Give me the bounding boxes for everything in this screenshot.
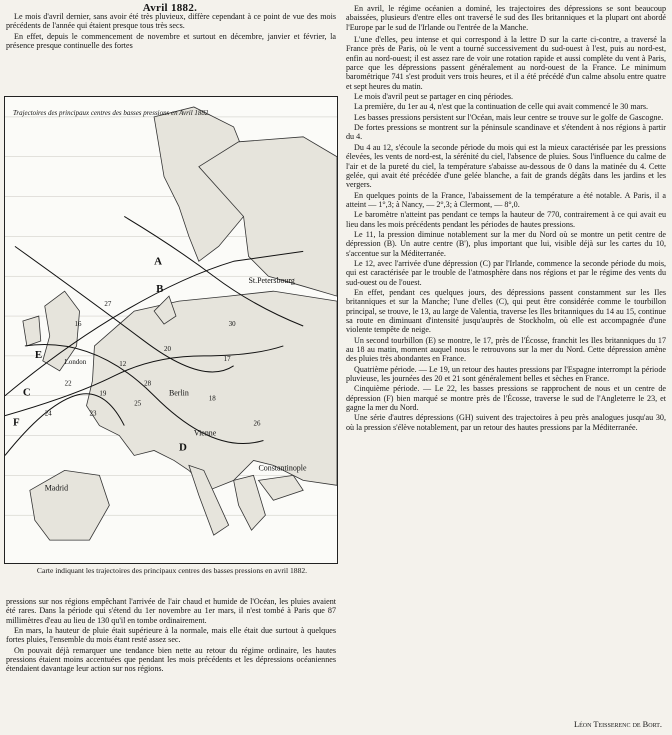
paragraph: Le mois d'avril dernier, sans avoir été très pluvieux, diffère cependant à ce point de vue des mois précédents de l'année qui étaient presque tous très secs.	[6, 12, 336, 31]
paragraph: Du 4 au 12, s'écoule la seconde période du mois qui est la mieux caractérisée par les pressions élevées, les vents de nord-est, la sérénité du ciel, l'absence de pluies. Sous l'influence du calme de l'air et de la pureté du ciel, la température s'abaisse au-dessous de 0 dans la matinée du 4. Cette gelée, qui avait été précédée d'une gelée blanche, a fait de grands dégâts dans les jardins et les vergers.	[346, 142, 666, 190]
author-signature: Léon Teisserenc de Bort.	[573, 720, 662, 729]
trajectory-letter-f: F	[12, 416, 20, 429]
label-london: London	[64, 357, 87, 366]
day-number: 24	[44, 409, 52, 418]
map-inset-title: Trajectoires des principaux centres des basses pressions en Avril 1882.	[12, 108, 211, 117]
paragraph: Cinquième période. — Le 22, les basses pressions se rapprochent de nous et un centre de dépression (F) bien marqué se montre près de l'Écosse, traverse le sud de l'Angleterre le 23, et gagne la mer du Nord.	[346, 384, 666, 413]
paragraph: Les basses pressions persistent sur l'Océan, mais leur centre se trouve sur le golfe de Gascogne.	[354, 112, 664, 122]
label-st-petersbourg: St.Petersbourg	[248, 276, 295, 286]
day-number: 18	[208, 394, 216, 403]
day-number: 19	[99, 389, 107, 398]
paragraph: Le mois d'avril peut se partager en cinq périodes.	[354, 92, 514, 102]
label-berlin: Berlin	[169, 388, 189, 398]
paragraph: Une série d'autres dépressions (GH) suivent des trajectoires à peu près analogues jusqu'au 30, où la pression s'élève notablement, par un retour des hautes pressions par la Méditerranée.	[346, 413, 666, 432]
trajectory-letter-e: E	[34, 348, 43, 361]
trajectory-map	[4, 96, 338, 564]
paragraph: Le 11, la pression diminue notablement sur la mer du Nord où se montre un petit centre de dépression (B). Un autre centre (B'), plus important que lui, visible déjà sur les cartes du 10, s'accentue sur la Méditerranée.	[346, 229, 666, 258]
paragraph: Le 12, avec l'arrivée d'une dépression (C) par l'Irlande, commence la seconde période du mois, qui est caractérisée par le trouble de l'atmosphère dans nos régions et par le régime des vents du sud-ouest ou de l'ouest.	[346, 258, 666, 287]
paragraph: En mars, la hauteur de pluie était supérieure à la normale, mais elle était due surtout à quelques fortes pluies, l'ensemble du mois étant resté assez sec.	[6, 626, 336, 645]
left-column-top	[6, 12, 336, 50]
paragraph: En effet, pendant ces quelques jours, des dépressions passent constamment sur les Iles britanniques et sur la Manche; l'une d'elles (C), qui peut être considérée comme le tourbillon principal, se trouve, le 13, au large de Valentia, traverse les Iles britanniques du 14 au 15, continue sa route en diminuant d'intensité jusqu'auprès de Stockholm, où elle est accompagnée d'une violente tempête de neige.	[346, 287, 666, 335]
map-caption: Carte indiquant les trajectoires des principaux centres des basses pressions en avril 1882.	[36, 566, 308, 575]
label-vienne: Vienne	[193, 428, 217, 438]
paragraph: En avril, le régime océanien a dominé, les trajectoires des dépressions se sont beaucoup abaissées, plusieurs d'entre elles ont traversé le sud des Iles britanniques et la plupart ont abordé l'Europe par le sud de l'Irlande ou l'entrée de la Manche.	[346, 4, 666, 32]
day-number: 23	[89, 409, 97, 418]
day-number: 30	[228, 320, 236, 329]
trajectory-letter-d: D	[178, 441, 187, 454]
paragraph: pressions sur nos régions empêchant l'arrivée de l'air chaud et humide de l'Océan, les pluies avaient été rares. Dans la période qui s'étend du 1er novembre au 1er mars, il n'est tombé à Paris que 87 millimètres d'eau au lieu de 130 qu'il en tombe ordinairement.	[6, 597, 336, 625]
paragraph: En effet, depuis le commencement de novembre et surtout en décembre, janvier et février, la présence presque continuelle des fortes	[6, 31, 336, 51]
label-constantinople: Constantinople	[258, 463, 307, 473]
trajectory-letter-a: A	[154, 255, 163, 268]
right-column	[346, 4, 666, 432]
day-number: 25	[134, 399, 142, 408]
day-number: 20	[164, 344, 171, 353]
paragraph: On pouvait déjà remarquer une tendance bien nette au retour du régime ordinaire, les hautes pressions étaient moins accentuées que pendant les mois précédents et les dépressions océaniennes étendaient davantage leur action sur nos régions.	[6, 645, 336, 674]
day-number: 22	[64, 379, 72, 388]
day-number: 16	[74, 320, 82, 329]
day-number: 17	[223, 354, 231, 363]
trajectory-letter-c: C	[22, 386, 31, 399]
paragraph: Un second tourbillon (E) se montre, le 17, près de l'Écosse, franchit les Iles britanniques du 17 au 18 au matin, moment auquel nous le retrouvons sur la mer du Nord. Cette dépression amène des pluies très abondantes en France.	[346, 335, 666, 364]
day-number: 26	[253, 419, 261, 428]
paragraph: Quatrième période. — Le 19, un retour des hautes pressions par l'Espagne interrompt la période pluvieuse, les journées des 20 et 21 sont généralement belles et sèches en France.	[346, 364, 666, 384]
day-number: 27	[104, 300, 112, 309]
paragraph: L'une d'elles, peu intense et qui correspond à la lettre D sur la carte ci-contre, a traversé la France près de Paris, où le vent a tourné successivement du sud-ouest à l'est, puis au nord-est, enfin au nord-ouest; il est assez rare de voir une rotation rapide et aussi complète du vent à Paris, parce que les dépressions passent généralement au nord-ouest de la France. Le minimum barométrique 741 s'est produit vers trois heures, et il a été précédé d'un calme absolu entre quatre et sept heures du matin.	[346, 35, 666, 91]
trajectory-letter-b: B	[156, 283, 164, 296]
page-title: Avril 1882.	[142, 2, 198, 14]
paragraph: Le baromètre n'atteint pas pendant ce temps la hauteur de 770, contrairement à ce qui avait eu lieu dans les mois précédents pendant les périodes de hautes pressions.	[346, 210, 666, 229]
label-madrid: Madrid	[44, 483, 69, 493]
paragraph: En quelques points de la France, l'abaissement de la température a été notable. A Paris, il a atteint — 1°,3; à Nancy, — 2°,3; à Clermont, — 8°,0.	[346, 190, 666, 209]
paragraph: La première, du 1er au 4, n'est que la continuation de celle qui avait commencé le 30 mars.	[354, 102, 649, 112]
left-column-bottom	[6, 597, 336, 674]
europe-map-figure	[5, 97, 337, 563]
paragraph: De fortes pressions se montrent sur la péninsule scandinave et s'étendent à nos régions à partir du 4.	[346, 123, 666, 142]
day-number: 28	[144, 379, 152, 388]
day-number: 12	[119, 359, 127, 368]
